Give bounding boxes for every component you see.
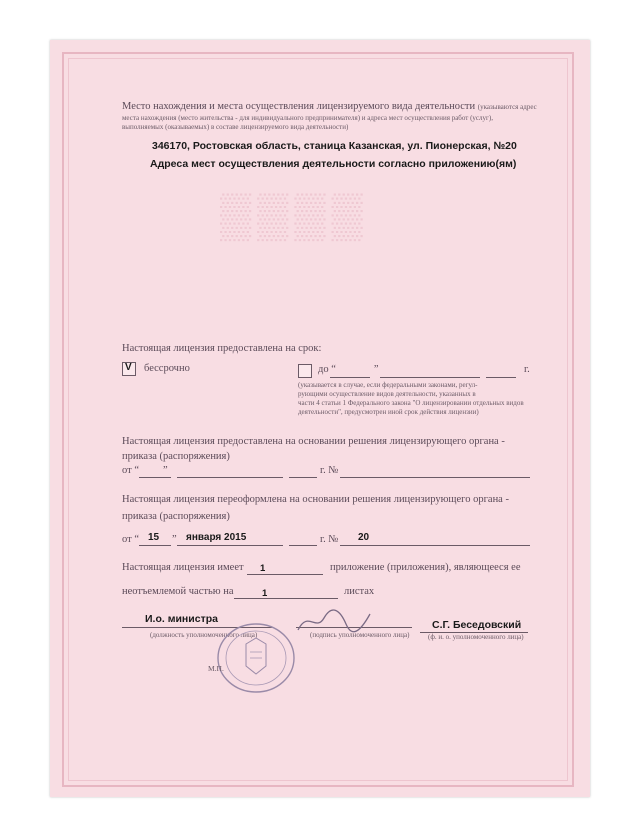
appendix-line1-a: Настоящая лицензия имеет xyxy=(122,562,244,573)
until-label: до “ ” xyxy=(318,364,379,375)
location-note-line2: места нахождения (место жительства - для индивидуального предпринимателя) и адреса мест осуществления работ (услуг), xyxy=(122,114,493,122)
until-checkbox[interactable] xyxy=(298,364,312,378)
location-note-inline: (указываются адрес xyxy=(477,103,537,111)
appendix-line1-b: приложение (приложения), являющееся ее xyxy=(330,562,521,573)
sheets-count-line xyxy=(234,598,338,599)
address-note: Адреса мест осуществления деятельности согласно приложению(ям) xyxy=(150,158,517,170)
basis-day-line xyxy=(139,477,171,478)
reissue-number: 20 xyxy=(358,532,370,543)
reissue-day-line xyxy=(139,545,171,546)
basis-line2: приказа (распоряжения) xyxy=(122,451,230,462)
reissue-line2: приказа (распоряжения) xyxy=(122,511,230,522)
name-value: С.Г. Беседовский xyxy=(432,619,522,631)
position-value: И.о. министра xyxy=(145,613,218,625)
signature-caption: (подпись уполномоченного лица) xyxy=(310,631,410,639)
reissue-number-label: г. № xyxy=(320,534,339,545)
reissue-day: 15 xyxy=(148,532,160,543)
address-value: 346170, Ростовская область, станица Казанская, ул. Пионерская, №20 xyxy=(152,140,517,152)
watermark-decoration: ▒▒▒▒ xyxy=(220,191,369,240)
until-year-suffix: г. xyxy=(524,364,530,375)
until-note-l4: деятельности", предусмотрен иной срок действия лицензии) xyxy=(298,408,479,416)
sheets-count: 1 xyxy=(262,588,268,599)
unlimited-check-mark: V xyxy=(125,362,132,373)
basis-year-line xyxy=(289,477,317,478)
reissue-year-line xyxy=(289,545,317,546)
until-note-l2: рующими осуществление видов деятельности, указанных в xyxy=(298,390,476,398)
appendix-count: 1 xyxy=(260,563,266,574)
seal-place-label: М.П. xyxy=(208,664,224,673)
location-heading: Место нахождения и места осуществления лицензируемого вида деятельности (указываются адрес xyxy=(122,101,537,112)
appendix-line2-b: листах xyxy=(344,586,375,597)
basis-line1: Настоящая лицензия предоставлена на основании решения лицензирующего органа - xyxy=(122,436,505,447)
location-note-line3: выполняемых (оказываемых) в составе лицензируемого вида деятельности) xyxy=(122,123,349,131)
basis-number-label: г. № xyxy=(320,465,339,476)
appendix-line2-a: неотъемлемой частью на xyxy=(122,586,234,597)
reissue-line1: Настоящая лицензия переоформлена на основании решения лицензирующего органа - xyxy=(122,494,509,505)
term-heading: Настоящая лицензия предоставлена на срок: xyxy=(122,343,322,354)
appendix-count-line xyxy=(247,574,323,575)
until-note-l3: части 4 статьи 1 Федерального закона "О лицензировании отдельных видов xyxy=(298,399,524,407)
reissue-month: января 2015 xyxy=(186,532,247,543)
official-seal-stamp xyxy=(200,622,296,694)
until-day-line xyxy=(330,377,370,378)
basis-date: от “ ” xyxy=(122,465,168,476)
until-month-line xyxy=(380,377,480,378)
unlimited-label: бессрочно xyxy=(144,363,190,374)
signature-mark xyxy=(294,606,374,636)
reissue-number-line xyxy=(340,545,530,546)
unlimited-checkbox[interactable] xyxy=(122,362,136,376)
until-note-l1: (указывается в случае, если федеральными законами, регул- xyxy=(298,381,478,389)
reissue-date-prefix: от “ xyxy=(122,534,139,545)
name-caption: (ф. и. о. уполномоченного лица) xyxy=(428,633,524,641)
until-year-line xyxy=(486,377,516,378)
basis-number-line xyxy=(340,477,530,478)
basis-month-line xyxy=(177,477,283,478)
position-caption: (должность уполномоченного лица) xyxy=(150,631,258,639)
reissue-month-line xyxy=(177,545,283,546)
reissue-quote: ” xyxy=(172,534,177,545)
